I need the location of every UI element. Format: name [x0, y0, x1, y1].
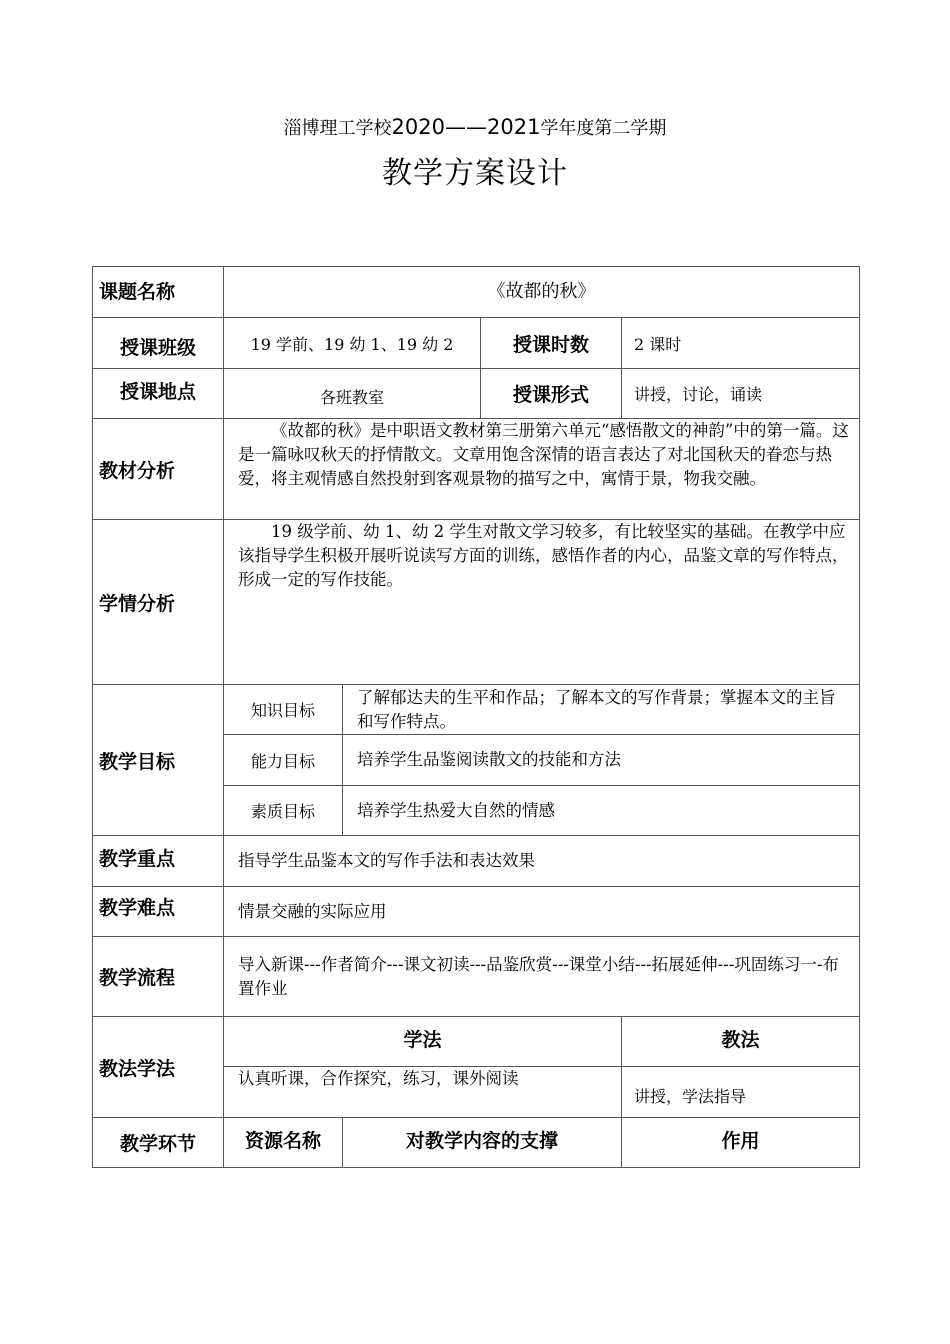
value-students: 19 级学前、幼 1、幼 2 学生对散文学习较多，有比较坚实的基础。在教学中应该指导学生积极开展听说读写方面的训练，感悟作者的内心，品鉴文章的写作特点，形成一定的写作技能。 — [224, 520, 860, 685]
value-knowledge: 了解郁达夫的生平和作品；了解本文的写作背景；掌握本文的主旨和写作特点。 — [343, 685, 860, 735]
page-title: 教学方案设计 — [382, 156, 568, 191]
label-quality: 素质目标 — [224, 786, 343, 836]
school-years: 2020——2021 — [391, 115, 541, 139]
lesson-plan-table — [92, 266, 860, 1168]
label-hours: 授课时数 — [481, 318, 622, 369]
value-place: 各班教室 — [224, 369, 481, 419]
row-material — [93, 419, 860, 520]
value-learning-method: 认真听课，合作探究，练习，课外阅读 — [224, 1067, 622, 1118]
row-topic — [93, 267, 860, 318]
row-methods-header — [93, 1017, 860, 1067]
label-form: 授课形式 — [481, 369, 622, 419]
value-class: 19 学前、19 幼 1、19 幼 2 — [224, 318, 481, 369]
value-topic: 《故都的秋》 — [224, 267, 860, 318]
school-name: 淄博理工学校 — [283, 118, 392, 139]
school-term-header — [0, 114, 950, 140]
row-process — [93, 937, 860, 1017]
row-class — [93, 318, 860, 369]
label-difficulty: 教学难点 — [93, 887, 224, 937]
row-place — [93, 369, 860, 419]
value-hours: 2 课时 — [622, 318, 860, 369]
label-place: 授课地点 — [93, 369, 224, 419]
label-goals: 教学目标 — [93, 685, 224, 836]
school-term: 学年度第二学期 — [540, 118, 667, 139]
label-support: 对教学内容的支撑 — [343, 1118, 622, 1168]
row-focus — [93, 836, 860, 887]
value-material: 《故都的秋》是中职语文教材第三册第六单元“感悟散文的神韵”中的第一篇。这是一篇咏叹秋天的抒情散文。文章用饱含深情的语言表达了对北国秋天的眷恋与热爱，将主观情感自然投射到客观景物的描写之中，寓情于景，物我交融。 — [224, 419, 860, 520]
label-stage: 教学环节 — [93, 1118, 224, 1168]
label-material: 教材分析 — [93, 419, 224, 520]
label-learning-method: 学法 — [224, 1017, 622, 1067]
label-topic: 课题名称 — [93, 267, 224, 318]
value-difficulty: 情景交融的实际应用 — [224, 887, 860, 937]
label-focus: 教学重点 — [93, 836, 224, 887]
label-students: 学情分析 — [93, 520, 224, 685]
row-difficulty — [93, 887, 860, 937]
label-process: 教学流程 — [93, 937, 224, 1017]
value-ability: 培养学生品鉴阅读散文的技能和方法 — [343, 735, 860, 786]
row-students — [93, 520, 860, 685]
label-knowledge: 知识目标 — [224, 685, 343, 735]
label-resource: 资源名称 — [224, 1118, 343, 1168]
value-focus: 指导学生品鉴本文的写作手法和表达效果 — [224, 836, 860, 887]
value-process: 导入新课---作者简介---课文初读---品鉴欣赏---课堂小结---拓展延伸---巩固练习一-布置作业 — [224, 937, 860, 1017]
label-effect: 作用 — [622, 1118, 860, 1168]
value-teaching-method: 讲授，学法指导 — [622, 1067, 860, 1118]
label-teaching-method: 教法 — [622, 1017, 860, 1067]
row-goal-knowledge — [93, 685, 860, 735]
value-quality: 培养学生热爱大自然的情感 — [343, 786, 860, 836]
label-ability: 能力目标 — [224, 735, 343, 786]
row-stage-header — [93, 1118, 860, 1168]
value-form: 讲授，讨论，诵读 — [622, 369, 860, 419]
label-methods: 教法学法 — [93, 1017, 224, 1118]
label-class: 授课班级 — [93, 318, 224, 369]
